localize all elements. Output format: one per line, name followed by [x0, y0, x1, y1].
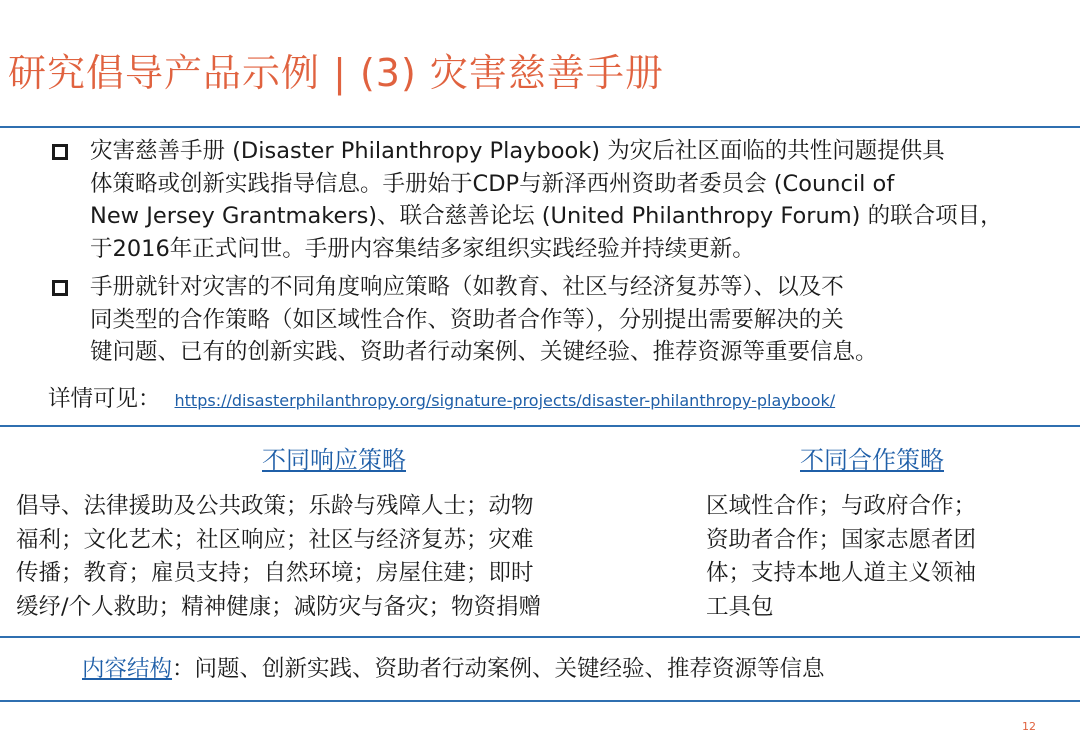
column-line: 资助者合作；国家志愿者团	[706, 526, 977, 553]
bullet-list	[52, 135, 1062, 375]
page-title: 研究倡导产品示例 | (3) 灾害慈善手册	[8, 51, 664, 95]
response-strategies-text	[16, 490, 676, 624]
detail-label: 详情可见：	[48, 386, 161, 412]
section-divider	[0, 425, 1080, 427]
title-divider	[0, 126, 1080, 128]
column-line: 福利；文化艺术；社区响应；社区与经济复苏；灾难	[16, 526, 534, 553]
column-line: 体；支持本地人道主义领袖	[706, 560, 977, 586]
bullet-line: 灾害慈善手册 (Disaster Philanthropy Playbook) 为灾后社区面临的共性问题提供具	[90, 138, 945, 164]
bullet-line: 同类型的合作策略（如区域性合作、资助者合作等），分别提出需要解决的关	[90, 306, 844, 333]
content-structure-label: 内容结构	[82, 656, 173, 682]
column-line: 区域性合作；与政府合作；	[706, 493, 977, 519]
bullet-line: 手册就针对灾害的不同角度响应策略（如教育、社区与经济复苏等）、以及不	[90, 274, 844, 300]
column-line: 缓纾/个人救助；精神健康；减防灾与备灾；物资捐赠	[16, 593, 542, 620]
bullet-line: 于2016年正式问世。手册内容集结多家组织实践经验并持续更新。	[90, 235, 755, 262]
bullet-line: New Jersey Grantmakers)、联合慈善论坛 (United Philanthropy Forum) 的联合项目，	[90, 203, 1003, 229]
footer-divider	[0, 700, 1080, 702]
bullet-line: 体策略或创新实践指导信息。手册始于CDP与新泽西州资助者委员会 (Council of	[90, 170, 895, 197]
content-structure-text: ：问题、创新实践、资助者行动案例、关键经验、推荐资源等信息	[172, 656, 825, 682]
bullet-item	[52, 135, 1062, 265]
detail-line	[48, 382, 835, 418]
cooperation-strategies-heading: 不同合作策略	[800, 446, 944, 474]
bullet-text	[90, 271, 1062, 369]
bullet-text	[90, 135, 1062, 265]
bullet-item	[52, 271, 1062, 369]
playbook-link[interactable]: https://disasterphilanthropy.org/signature-projects/disaster-philanthropy-playbook/	[174, 391, 836, 410]
column-line: 倡导、法律援助及公共政策；乐龄与残障人士；动物	[16, 493, 534, 519]
cooperation-strategies-text	[706, 490, 1066, 624]
section-divider	[0, 636, 1080, 638]
square-bullet-icon	[52, 144, 68, 160]
content-structure	[82, 652, 825, 686]
column-line: 工具包	[706, 593, 774, 620]
page-number: 12	[1022, 720, 1036, 733]
response-strategies-heading: 不同响应策略	[262, 446, 406, 474]
square-bullet-icon	[52, 280, 68, 296]
bullet-line: 键问题、已有的创新实践、资助者行动案例、关键经验、推荐资源等重要信息。	[90, 339, 878, 365]
column-line: 传播；教育；雇员支持；自然环境；房屋住建；即时	[16, 560, 534, 586]
